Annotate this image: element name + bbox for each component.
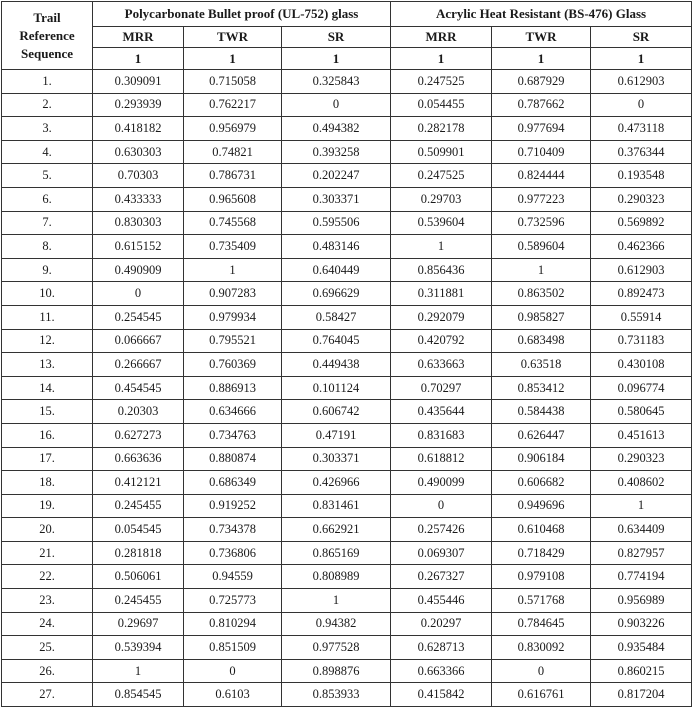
trail-label-line: Sequence (21, 45, 73, 61)
ac-sr-value: 0.473118 (591, 117, 692, 141)
trail-number: 2. (2, 93, 93, 117)
pc-mrr-value: 1 (93, 659, 184, 683)
pc-sr-value: 0.898876 (282, 659, 391, 683)
ac-twr-value: 0.710409 (492, 140, 591, 164)
pc-sr-value: 0.303371 (282, 447, 391, 471)
pc-mrr-value: 0.854545 (93, 683, 184, 707)
ac-sr-value: 0.860215 (591, 659, 692, 683)
pc-twr-value: 0.74821 (184, 140, 282, 164)
ac-mrr-value: 0.292079 (391, 305, 492, 329)
pc-mrr-value: 0.630303 (93, 140, 184, 164)
table-row (2, 353, 692, 377)
pc-sr-value: 0.865169 (282, 541, 391, 565)
ac-sr-value: 0.462366 (591, 235, 692, 259)
pc-twr-value: 1 (184, 258, 282, 282)
ac-sr-value: 0.580645 (591, 400, 692, 424)
column-weight: 1 (492, 48, 591, 70)
ac-sr-value: 0.290323 (591, 187, 692, 211)
trail-number: 4. (2, 140, 93, 164)
ac-mrr-value: 0.490099 (391, 471, 492, 495)
pc-twr-value: 0.956979 (184, 117, 282, 141)
column-header-sr: SR (282, 27, 391, 48)
table-row (2, 494, 692, 518)
pc-twr-value: 0.979934 (184, 305, 282, 329)
pc-sr-value: 0.640449 (282, 258, 391, 282)
table-row (2, 423, 692, 447)
table-row (2, 70, 692, 94)
header-row-weights (2, 48, 692, 70)
ac-sr-value: 0.774194 (591, 565, 692, 589)
table-row (2, 329, 692, 353)
ac-sr-value: 0.935484 (591, 636, 692, 660)
ac-sr-value: 0.817204 (591, 683, 692, 707)
pc-sr-value: 0.449438 (282, 353, 391, 377)
trail-number: 23. (2, 589, 93, 613)
table-row (2, 187, 692, 211)
pc-mrr-value: 0.309091 (93, 70, 184, 94)
ac-mrr-value: 0.20297 (391, 612, 492, 636)
trail-number: 8. (2, 235, 93, 259)
ac-twr-value: 0.732596 (492, 211, 591, 235)
table-body (2, 70, 692, 707)
pc-twr-value: 0.686349 (184, 471, 282, 495)
ac-twr-value: 0.977223 (492, 187, 591, 211)
table-row (2, 471, 692, 495)
pc-sr-value: 0.696629 (282, 282, 391, 306)
trail-number: 3. (2, 117, 93, 141)
pc-sr-value: 0.325843 (282, 70, 391, 94)
ac-sr-value: 0.634409 (591, 518, 692, 542)
pc-mrr-value: 0.539394 (93, 636, 184, 660)
pc-sr-value: 0.202247 (282, 164, 391, 188)
table-row (2, 376, 692, 400)
pc-twr-value: 0.907283 (184, 282, 282, 306)
ac-twr-value: 1 (492, 258, 591, 282)
pc-mrr-value: 0.433333 (93, 187, 184, 211)
trail-number: 26. (2, 659, 93, 683)
pc-twr-value: 0.880874 (184, 447, 282, 471)
pc-sr-value: 0.662921 (282, 518, 391, 542)
pc-mrr-value: 0.245455 (93, 589, 184, 613)
trail-number: 7. (2, 211, 93, 235)
ac-twr-value: 0.906184 (492, 447, 591, 471)
normalized-data-table (1, 1, 692, 707)
ac-mrr-value: 0 (391, 494, 492, 518)
ac-sr-value: 0.376344 (591, 140, 692, 164)
table-row (2, 258, 692, 282)
column-header-sr: SR (591, 27, 692, 48)
ac-twr-value: 0.979108 (492, 565, 591, 589)
table-row (2, 305, 692, 329)
ac-sr-value: 0.193548 (591, 164, 692, 188)
ac-mrr-value: 0.257426 (391, 518, 492, 542)
pc-mrr-value: 0.066667 (93, 329, 184, 353)
column-header-twr: TWR (184, 27, 282, 48)
trail-label-line: Trail (33, 9, 61, 25)
ac-twr-value: 0 (492, 659, 591, 683)
pc-twr-value: 0.735409 (184, 235, 282, 259)
pc-sr-value: 0.831461 (282, 494, 391, 518)
table-row (2, 164, 692, 188)
table-row (2, 636, 692, 660)
ac-mrr-value: 0.539604 (391, 211, 492, 235)
ac-mrr-value: 0.618812 (391, 447, 492, 471)
ac-sr-value: 0.569892 (591, 211, 692, 235)
pc-sr-value: 0.977528 (282, 636, 391, 660)
ac-mrr-value: 0.311881 (391, 282, 492, 306)
ac-twr-value: 0.616761 (492, 683, 591, 707)
pc-sr-value: 0.58427 (282, 305, 391, 329)
pc-mrr-value: 0.627273 (93, 423, 184, 447)
ac-twr-value: 0.606682 (492, 471, 591, 495)
column-weight: 1 (282, 48, 391, 70)
column-weight: 1 (591, 48, 692, 70)
table-row (2, 589, 692, 613)
table-row (2, 400, 692, 424)
ac-mrr-value: 0.415842 (391, 683, 492, 707)
ac-twr-value: 0.626447 (492, 423, 591, 447)
trail-number: 27. (2, 683, 93, 707)
ac-sr-value: 0.55914 (591, 305, 692, 329)
table-row (2, 659, 692, 683)
pc-twr-value: 0.919252 (184, 494, 282, 518)
table-row (2, 612, 692, 636)
column-header-twr: TWR (492, 27, 591, 48)
ac-twr-value: 0.863502 (492, 282, 591, 306)
pc-twr-value: 0.762217 (184, 93, 282, 117)
ac-twr-value: 0.687929 (492, 70, 591, 94)
pc-twr-value: 0.745568 (184, 211, 282, 235)
ac-mrr-value: 0.856436 (391, 258, 492, 282)
ac-mrr-value: 0.70297 (391, 376, 492, 400)
trail-number: 25. (2, 636, 93, 660)
pc-mrr-value: 0.70303 (93, 164, 184, 188)
ac-twr-value: 0.949696 (492, 494, 591, 518)
trail-number: 18. (2, 471, 93, 495)
ac-mrr-value: 0.247525 (391, 70, 492, 94)
ac-sr-value: 0.903226 (591, 612, 692, 636)
pc-sr-value: 0.483146 (282, 235, 391, 259)
ac-mrr-value: 0.663366 (391, 659, 492, 683)
trail-number: 21. (2, 541, 93, 565)
ac-twr-value: 0.589604 (492, 235, 591, 259)
pc-mrr-value: 0.281818 (93, 541, 184, 565)
ac-twr-value: 0.584438 (492, 400, 591, 424)
ac-twr-value: 0.985827 (492, 305, 591, 329)
pc-mrr-value: 0.615152 (93, 235, 184, 259)
ac-twr-value: 0.787662 (492, 93, 591, 117)
table-row (2, 140, 692, 164)
trail-reference-sequence-header (2, 2, 93, 70)
ac-mrr-value: 0.509901 (391, 140, 492, 164)
pc-sr-value: 0.764045 (282, 329, 391, 353)
trail-number: 20. (2, 518, 93, 542)
trail-number: 13. (2, 353, 93, 377)
ac-mrr-value: 0.247525 (391, 164, 492, 188)
ac-sr-value: 0.827957 (591, 541, 692, 565)
ac-sr-value: 0.430108 (591, 353, 692, 377)
table-row (2, 211, 692, 235)
ac-mrr-value: 0.420792 (391, 329, 492, 353)
ac-mrr-value: 0.435644 (391, 400, 492, 424)
ac-sr-value: 1 (591, 494, 692, 518)
pc-mrr-value: 0.454545 (93, 376, 184, 400)
pc-mrr-value: 0.293939 (93, 93, 184, 117)
header-row-columns (2, 27, 692, 48)
trail-number: 16. (2, 423, 93, 447)
pc-mrr-value: 0.245455 (93, 494, 184, 518)
column-weight: 1 (93, 48, 184, 70)
table-row (2, 117, 692, 141)
pc-sr-value: 0.853933 (282, 683, 391, 707)
ac-mrr-value: 0.267327 (391, 565, 492, 589)
pc-twr-value: 0.734378 (184, 518, 282, 542)
ac-sr-value: 0.731183 (591, 329, 692, 353)
pc-mrr-value: 0 (93, 282, 184, 306)
pc-mrr-value: 0.412121 (93, 471, 184, 495)
pc-sr-value: 0.94382 (282, 612, 391, 636)
ac-twr-value: 0.571768 (492, 589, 591, 613)
ac-twr-value: 0.853412 (492, 376, 591, 400)
ac-twr-value: 0.784645 (492, 612, 591, 636)
trail-number: 12. (2, 329, 93, 353)
pc-mrr-value: 0.418182 (93, 117, 184, 141)
pc-twr-value: 0.760369 (184, 353, 282, 377)
ac-mrr-value: 0.831683 (391, 423, 492, 447)
ac-twr-value: 0.718429 (492, 541, 591, 565)
pc-twr-value: 0.810294 (184, 612, 282, 636)
ac-sr-value: 0.612903 (591, 70, 692, 94)
ac-sr-value: 0 (591, 93, 692, 117)
ac-sr-value: 0.408602 (591, 471, 692, 495)
pc-sr-value: 0.393258 (282, 140, 391, 164)
pc-mrr-value: 0.254545 (93, 305, 184, 329)
ac-mrr-value: 0.054455 (391, 93, 492, 117)
column-weight: 1 (184, 48, 282, 70)
pc-mrr-value: 0.506061 (93, 565, 184, 589)
trail-number: 9. (2, 258, 93, 282)
ac-sr-value: 0.956989 (591, 589, 692, 613)
pc-sr-value: 0.606742 (282, 400, 391, 424)
ac-mrr-value: 0.633663 (391, 353, 492, 377)
pc-mrr-value: 0.20303 (93, 400, 184, 424)
pc-sr-value: 0.494382 (282, 117, 391, 141)
pc-sr-value: 0.426966 (282, 471, 391, 495)
column-header-mrr: MRR (93, 27, 184, 48)
table-row (2, 541, 692, 565)
table-row (2, 683, 692, 707)
ac-twr-value: 0.610468 (492, 518, 591, 542)
pc-twr-value: 0.965608 (184, 187, 282, 211)
pc-mrr-value: 0.29697 (93, 612, 184, 636)
pc-twr-value: 0 (184, 659, 282, 683)
pc-sr-value: 0.101124 (282, 376, 391, 400)
trail-number: 15. (2, 400, 93, 424)
ac-mrr-value: 0.29703 (391, 187, 492, 211)
ac-twr-value: 0.824444 (492, 164, 591, 188)
trail-number: 1. (2, 70, 93, 94)
pc-mrr-value: 0.830303 (93, 211, 184, 235)
pc-twr-value: 0.886913 (184, 376, 282, 400)
pc-mrr-value: 0.663636 (93, 447, 184, 471)
table-row (2, 93, 692, 117)
trail-number: 10. (2, 282, 93, 306)
pc-mrr-value: 0.054545 (93, 518, 184, 542)
table-row (2, 235, 692, 259)
ac-twr-value: 0.63518 (492, 353, 591, 377)
ac-sr-value: 0.096774 (591, 376, 692, 400)
trail-number: 17. (2, 447, 93, 471)
ac-twr-value: 0.683498 (492, 329, 591, 353)
pc-twr-value: 0.851509 (184, 636, 282, 660)
trail-number: 22. (2, 565, 93, 589)
trail-number: 24. (2, 612, 93, 636)
pc-twr-value: 0.634666 (184, 400, 282, 424)
ac-mrr-value: 0.282178 (391, 117, 492, 141)
pc-sr-value: 0 (282, 93, 391, 117)
table-row (2, 447, 692, 471)
pc-twr-value: 0.6103 (184, 683, 282, 707)
pc-twr-value: 0.786731 (184, 164, 282, 188)
trail-label-line: Reference (19, 27, 75, 43)
column-header-mrr: MRR (391, 27, 492, 48)
ac-twr-value: 0.977694 (492, 117, 591, 141)
pc-twr-value: 0.94559 (184, 565, 282, 589)
ac-sr-value: 0.892473 (591, 282, 692, 306)
trail-number: 14. (2, 376, 93, 400)
table-row (2, 282, 692, 306)
ac-sr-value: 0.612903 (591, 258, 692, 282)
trail-number: 5. (2, 164, 93, 188)
ac-sr-value: 0.451613 (591, 423, 692, 447)
pc-twr-value: 0.736806 (184, 541, 282, 565)
pc-sr-value: 0.595506 (282, 211, 391, 235)
column-weight: 1 (391, 48, 492, 70)
ac-twr-value: 0.830092 (492, 636, 591, 660)
table-row (2, 518, 692, 542)
ac-mrr-value: 0.069307 (391, 541, 492, 565)
trail-number: 19. (2, 494, 93, 518)
pc-twr-value: 0.734763 (184, 423, 282, 447)
table-row (2, 565, 692, 589)
pc-sr-value: 0.808989 (282, 565, 391, 589)
ac-mrr-value: 1 (391, 235, 492, 259)
trail-number: 11. (2, 305, 93, 329)
pc-sr-value: 0.47191 (282, 423, 391, 447)
pc-twr-value: 0.725773 (184, 589, 282, 613)
pc-sr-value: 0.303371 (282, 187, 391, 211)
pc-sr-value: 1 (282, 589, 391, 613)
pc-mrr-value: 0.266667 (93, 353, 184, 377)
pc-twr-value: 0.795521 (184, 329, 282, 353)
ac-sr-value: 0.290323 (591, 447, 692, 471)
ac-mrr-value: 0.455446 (391, 589, 492, 613)
pc-mrr-value: 0.490909 (93, 258, 184, 282)
group-header-polycarbonate: Polycarbonate Bullet proof (UL-752) glass (93, 2, 391, 27)
ac-mrr-value: 0.628713 (391, 636, 492, 660)
pc-twr-value: 0.715058 (184, 70, 282, 94)
group-header-acrylic: Acrylic Heat Resistant (BS-476) Glass (391, 2, 692, 27)
header-row-groups (2, 2, 692, 27)
trail-number: 6. (2, 187, 93, 211)
